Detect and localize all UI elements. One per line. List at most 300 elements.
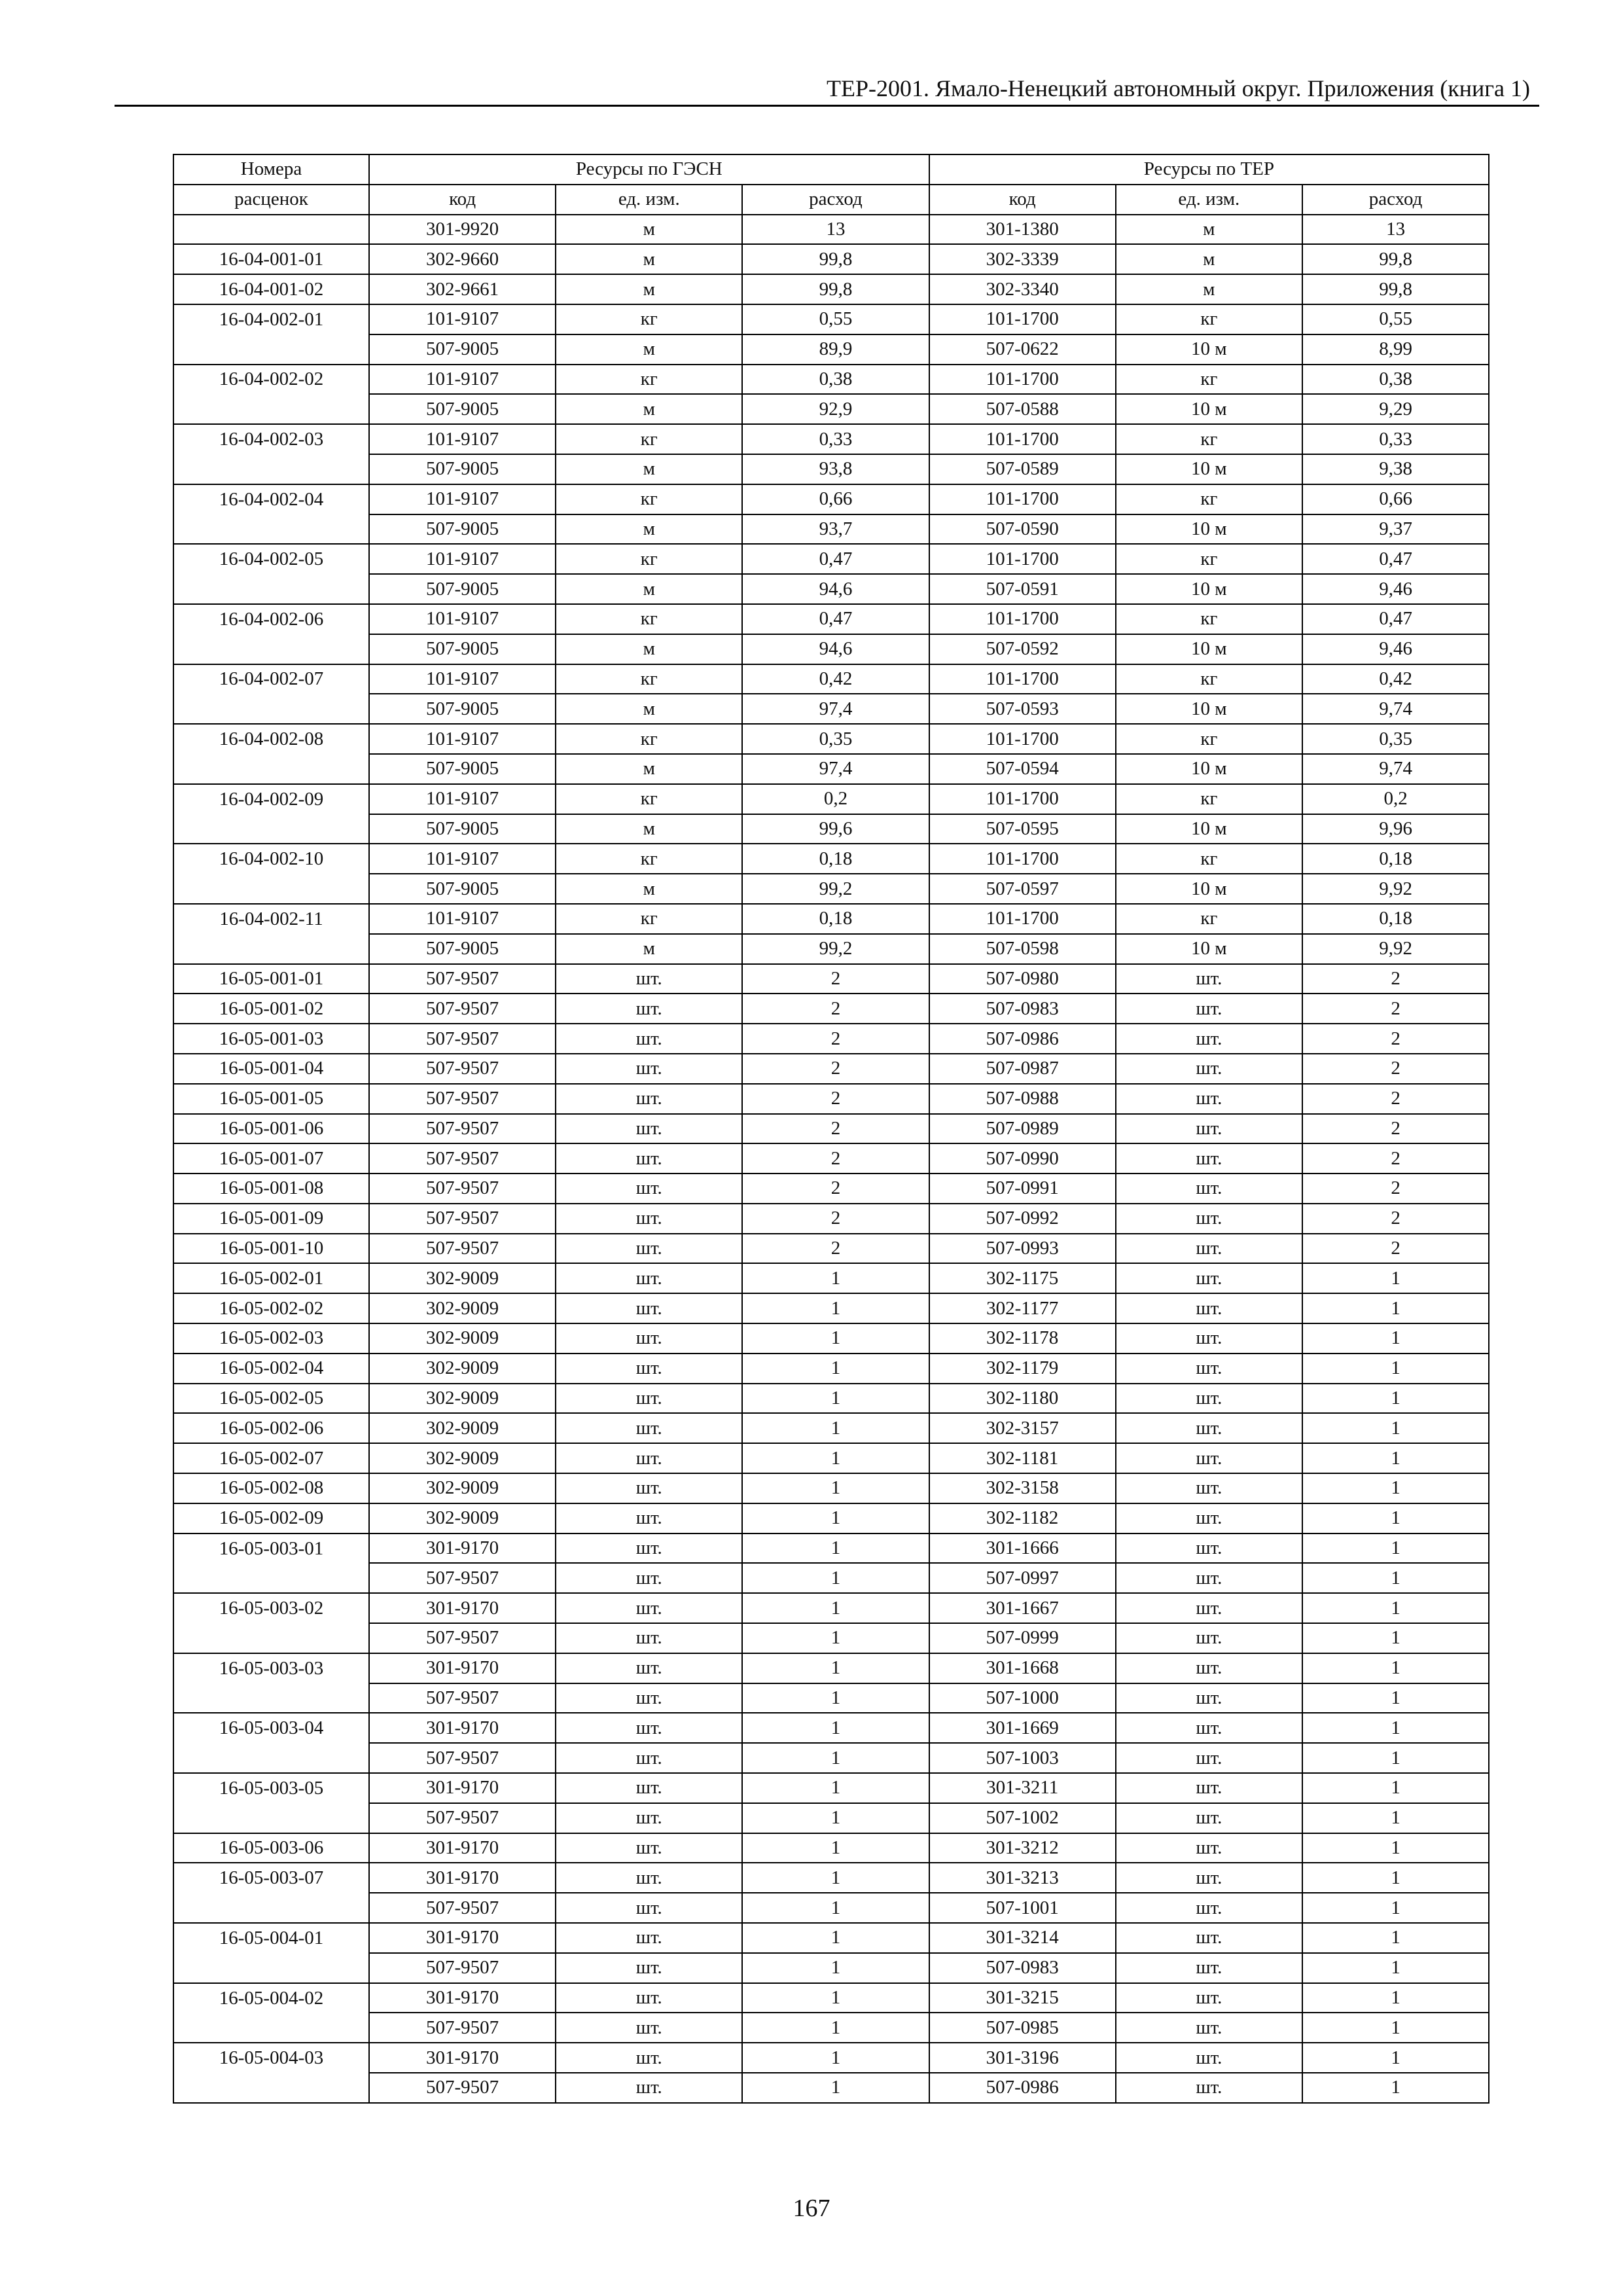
ter-code: 507-0991 — [929, 1174, 1116, 1204]
rate-number — [173, 1953, 369, 1983]
gesn-rate: 1 — [742, 1593, 929, 1623]
gesn-unit: м — [556, 694, 742, 724]
ter-unit: шт. — [1116, 1833, 1302, 1863]
ter-rate: 8,99 — [1302, 334, 1489, 365]
ter-code: 101-1700 — [929, 304, 1116, 334]
ter-unit: 10 м — [1116, 454, 1302, 484]
gesn-unit: кг — [556, 604, 742, 634]
ter-rate: 0,42 — [1302, 664, 1489, 694]
gesn-unit: м — [556, 334, 742, 365]
gesn-unit: шт. — [556, 1443, 742, 1473]
table-row — [173, 1323, 1489, 1354]
gesn-unit: м — [556, 574, 742, 604]
table-row — [173, 1143, 1489, 1174]
table-row — [173, 1623, 1489, 1653]
table-row — [173, 1953, 1489, 1983]
gesn-code: 507-9507 — [369, 1143, 556, 1174]
ter-rate: 1 — [1302, 1863, 1489, 1893]
ter-rate: 2 — [1302, 964, 1489, 994]
gesn-unit: шт. — [556, 1803, 742, 1833]
ter-code: 301-3214 — [929, 1923, 1116, 1953]
ter-rate: 1 — [1302, 1803, 1489, 1833]
ter-code: 507-0589 — [929, 454, 1116, 484]
rate-number — [173, 1623, 369, 1653]
header-rate-numbers: Номера — [173, 154, 369, 185]
table-row — [173, 1293, 1489, 1323]
gesn-rate: 0,38 — [742, 365, 929, 395]
ter-rate: 0,18 — [1302, 904, 1489, 934]
ter-code: 302-3158 — [929, 1473, 1116, 1503]
table-row — [173, 1773, 1489, 1803]
ter-rate: 9,46 — [1302, 574, 1489, 604]
table-row — [173, 814, 1489, 844]
gesn-code: 301-9920 — [369, 215, 556, 245]
gesn-rate: 1 — [742, 2013, 929, 2043]
ter-code: 507-0595 — [929, 814, 1116, 844]
table-row — [173, 1593, 1489, 1623]
gesn-code: 101-9107 — [369, 844, 556, 874]
table-row — [173, 1443, 1489, 1473]
header-ter-unit: ед. изм. — [1116, 185, 1302, 215]
ter-unit: шт. — [1116, 1263, 1302, 1293]
gesn-rate: 2 — [742, 1114, 929, 1144]
table-row — [173, 454, 1489, 484]
table-body — [173, 215, 1489, 2103]
ter-unit: 10 м — [1116, 874, 1302, 904]
rate-number — [173, 934, 369, 964]
ter-unit: кг — [1116, 664, 1302, 694]
gesn-code: 507-9507 — [369, 1743, 556, 1773]
gesn-unit: м — [556, 514, 742, 545]
ter-rate: 1 — [1302, 2013, 1489, 2043]
ter-unit: шт. — [1116, 1983, 1302, 2013]
ter-rate: 9,46 — [1302, 634, 1489, 664]
ter-rate: 13 — [1302, 215, 1489, 245]
ter-unit: кг — [1116, 424, 1302, 454]
rate-number: 16-05-003-04 — [173, 1713, 369, 1743]
ter-rate: 1 — [1302, 1293, 1489, 1323]
table-row — [173, 634, 1489, 664]
rate-number — [173, 574, 369, 604]
ter-unit: кг — [1116, 784, 1302, 814]
ter-unit: шт. — [1116, 964, 1302, 994]
ter-unit: шт. — [1116, 1204, 1302, 1234]
gesn-rate: 1 — [742, 1443, 929, 1473]
rate-number — [173, 215, 369, 245]
gesn-rate: 93,7 — [742, 514, 929, 545]
ter-rate: 1 — [1302, 2043, 1489, 2073]
gesn-unit: шт. — [556, 1923, 742, 1953]
ter-rate: 9,74 — [1302, 694, 1489, 724]
table-row — [173, 964, 1489, 994]
ter-rate: 2 — [1302, 1114, 1489, 1144]
table-row — [173, 1983, 1489, 2013]
table-row — [173, 2073, 1489, 2103]
rate-number — [173, 874, 369, 904]
rate-number: 16-05-001-02 — [173, 994, 369, 1024]
gesn-code: 507-9507 — [369, 1054, 556, 1084]
header-ter-resources: Ресурсы по ТЕР — [929, 154, 1489, 185]
ter-unit: 10 м — [1116, 574, 1302, 604]
ter-unit: шт. — [1116, 1234, 1302, 1264]
table-row — [173, 1174, 1489, 1204]
header-ter-code: код — [929, 185, 1116, 215]
ter-unit: кг — [1116, 904, 1302, 934]
gesn-code: 507-9005 — [369, 814, 556, 844]
ter-unit: 10 м — [1116, 634, 1302, 664]
gesn-rate: 0,42 — [742, 664, 929, 694]
ter-rate: 9,92 — [1302, 934, 1489, 964]
gesn-code: 101-9107 — [369, 424, 556, 454]
ter-rate: 1 — [1302, 1893, 1489, 1923]
rate-number: 16-05-003-05 — [173, 1773, 369, 1803]
ter-unit: шт. — [1116, 2043, 1302, 2073]
table-row — [173, 934, 1489, 964]
gesn-rate: 93,8 — [742, 454, 929, 484]
gesn-rate: 2 — [742, 964, 929, 994]
ter-unit: шт. — [1116, 1803, 1302, 1833]
gesn-unit: кг — [556, 544, 742, 574]
gesn-unit: кг — [556, 365, 742, 395]
header-rate-numbers-line2: расценок — [173, 185, 369, 215]
table-row — [173, 424, 1489, 454]
rate-number: 16-05-003-02 — [173, 1593, 369, 1623]
table-row — [173, 1503, 1489, 1534]
gesn-code: 507-9507 — [369, 1683, 556, 1713]
table-row — [173, 664, 1489, 694]
rate-number — [173, 454, 369, 484]
ter-rate: 1 — [1302, 1413, 1489, 1443]
ter-code: 301-1666 — [929, 1534, 1116, 1564]
ter-unit: шт. — [1116, 994, 1302, 1024]
ter-code: 507-1000 — [929, 1683, 1116, 1713]
gesn-rate: 0,55 — [742, 304, 929, 334]
ter-rate: 1 — [1302, 1923, 1489, 1953]
ter-unit: 10 м — [1116, 394, 1302, 424]
gesn-unit: шт. — [556, 1084, 742, 1114]
ter-rate: 1 — [1302, 1833, 1489, 1863]
gesn-unit: шт. — [556, 1143, 742, 1174]
rate-number: 16-05-002-05 — [173, 1384, 369, 1414]
gesn-rate: 99,2 — [742, 874, 929, 904]
ter-unit: шт. — [1116, 1923, 1302, 1953]
gesn-code: 302-9009 — [369, 1323, 556, 1354]
gesn-rate: 1 — [742, 1384, 929, 1414]
gesn-unit: шт. — [556, 1234, 742, 1264]
gesn-unit: шт. — [556, 1983, 742, 2013]
header-row-columns — [173, 185, 1489, 215]
ter-code: 302-3340 — [929, 274, 1116, 304]
ter-rate: 2 — [1302, 1143, 1489, 1174]
rate-number — [173, 2013, 369, 2043]
table-row — [173, 754, 1489, 784]
ter-code: 302-1182 — [929, 1503, 1116, 1534]
ter-code: 507-0999 — [929, 1623, 1116, 1653]
ter-rate: 1 — [1302, 1384, 1489, 1414]
table-row — [173, 604, 1489, 634]
ter-rate: 0,2 — [1302, 784, 1489, 814]
table-row — [173, 1413, 1489, 1443]
ter-unit: м — [1116, 215, 1302, 245]
ter-code: 507-0992 — [929, 1204, 1116, 1234]
ter-unit: шт. — [1116, 1443, 1302, 1473]
ter-code: 302-1180 — [929, 1384, 1116, 1414]
gesn-unit: шт. — [556, 1623, 742, 1653]
ter-rate: 2 — [1302, 1234, 1489, 1264]
ter-code: 302-1175 — [929, 1263, 1116, 1293]
table-row — [173, 574, 1489, 604]
gesn-code: 301-9170 — [369, 1534, 556, 1564]
ter-rate: 9,92 — [1302, 874, 1489, 904]
rate-number: 16-04-002-08 — [173, 724, 369, 754]
rate-number: 16-05-001-08 — [173, 1174, 369, 1204]
gesn-code: 101-9107 — [369, 664, 556, 694]
gesn-unit: кг — [556, 844, 742, 874]
gesn-unit: кг — [556, 304, 742, 334]
gesn-rate: 1 — [742, 1563, 929, 1593]
gesn-rate: 1 — [742, 1983, 929, 2013]
table-row — [173, 724, 1489, 754]
ter-rate: 1 — [1302, 1263, 1489, 1293]
gesn-unit: шт. — [556, 994, 742, 1024]
ter-rate: 2 — [1302, 1084, 1489, 1114]
rate-number: 16-05-003-03 — [173, 1653, 369, 1683]
gesn-rate: 2 — [742, 1054, 929, 1084]
ter-code: 507-1003 — [929, 1743, 1116, 1773]
gesn-code: 507-9507 — [369, 1893, 556, 1923]
gesn-unit: шт. — [556, 1503, 742, 1534]
ter-unit: кг — [1116, 304, 1302, 334]
table-row — [173, 2043, 1489, 2073]
header-gesn-code: код — [369, 185, 556, 215]
gesn-rate: 2 — [742, 1234, 929, 1264]
gesn-unit: кг — [556, 904, 742, 934]
gesn-rate: 2 — [742, 1024, 929, 1054]
gesn-code: 302-9660 — [369, 244, 556, 274]
gesn-code: 101-9107 — [369, 544, 556, 574]
ter-unit: шт. — [1116, 1563, 1302, 1593]
ter-rate: 0,47 — [1302, 604, 1489, 634]
gesn-unit: шт. — [556, 1773, 742, 1803]
gesn-unit: шт. — [556, 1024, 742, 1054]
table-row — [173, 514, 1489, 545]
gesn-unit: кг — [556, 484, 742, 514]
ter-unit: шт. — [1116, 1773, 1302, 1803]
ter-rate: 1 — [1302, 1473, 1489, 1503]
ter-unit: 10 м — [1116, 334, 1302, 365]
rate-number: 16-04-002-09 — [173, 784, 369, 814]
gesn-code: 507-9507 — [369, 1174, 556, 1204]
ter-code: 101-1700 — [929, 484, 1116, 514]
rate-number: 16-05-004-01 — [173, 1923, 369, 1953]
gesn-code: 101-9107 — [369, 365, 556, 395]
gesn-rate: 0,18 — [742, 844, 929, 874]
rate-number — [173, 814, 369, 844]
gesn-rate: 1 — [742, 1473, 929, 1503]
rate-number — [173, 634, 369, 664]
ter-rate: 1 — [1302, 1773, 1489, 1803]
ter-unit: шт. — [1116, 1413, 1302, 1443]
gesn-code: 507-9005 — [369, 634, 556, 664]
gesn-unit: м — [556, 814, 742, 844]
gesn-code: 507-9005 — [369, 514, 556, 545]
gesn-rate: 1 — [742, 1293, 929, 1323]
gesn-unit: шт. — [556, 1653, 742, 1683]
ter-unit: шт. — [1116, 1713, 1302, 1743]
gesn-unit: шт. — [556, 1174, 742, 1204]
gesn-code: 302-9009 — [369, 1413, 556, 1443]
gesn-rate: 2 — [742, 994, 929, 1024]
gesn-code: 507-9005 — [369, 874, 556, 904]
gesn-code: 507-9005 — [369, 694, 556, 724]
gesn-code: 507-9507 — [369, 1803, 556, 1833]
gesn-rate: 2 — [742, 1084, 929, 1114]
rate-number — [173, 2073, 369, 2103]
ter-code: 101-1700 — [929, 544, 1116, 574]
gesn-code: 301-9170 — [369, 1863, 556, 1893]
rate-number: 16-05-002-02 — [173, 1293, 369, 1323]
rate-number: 16-05-002-04 — [173, 1354, 369, 1384]
gesn-unit: шт. — [556, 1293, 742, 1323]
gesn-rate: 0,66 — [742, 484, 929, 514]
rate-number: 16-04-002-10 — [173, 844, 369, 874]
gesn-unit: шт. — [556, 1743, 742, 1773]
ter-unit: кг — [1116, 604, 1302, 634]
gesn-code: 507-9507 — [369, 2073, 556, 2103]
ter-rate: 1 — [1302, 1503, 1489, 1534]
ter-rate: 1 — [1302, 1593, 1489, 1623]
ter-code: 507-1002 — [929, 1803, 1116, 1833]
ter-unit: шт. — [1116, 1114, 1302, 1144]
rate-number: 16-05-001-05 — [173, 1084, 369, 1114]
running-title: ТЕР-2001. Ямало-Ненецкий автономный округ. Приложения (книга 1) — [827, 75, 1530, 101]
ter-unit: кг — [1116, 724, 1302, 754]
table-row — [173, 2013, 1489, 2043]
gesn-code: 101-9107 — [369, 604, 556, 634]
rate-number: 16-05-001-04 — [173, 1054, 369, 1084]
rate-number: 16-04-002-07 — [173, 664, 369, 694]
header-gesn-rate: расход — [742, 185, 929, 215]
gesn-code: 507-9507 — [369, 964, 556, 994]
gesn-unit: кг — [556, 784, 742, 814]
gesn-rate: 0,47 — [742, 604, 929, 634]
gesn-code: 101-9107 — [369, 904, 556, 934]
gesn-unit: м — [556, 244, 742, 274]
table-row — [173, 1743, 1489, 1773]
table-row — [173, 1054, 1489, 1084]
ter-code: 302-1178 — [929, 1323, 1116, 1354]
gesn-unit: шт. — [556, 964, 742, 994]
ter-code: 507-0588 — [929, 394, 1116, 424]
running-header — [115, 73, 1539, 107]
table-row — [173, 365, 1489, 395]
rate-number: 16-05-003-01 — [173, 1534, 369, 1564]
rate-number: 16-05-001-06 — [173, 1114, 369, 1144]
table-row — [173, 484, 1489, 514]
gesn-rate: 1 — [742, 1803, 929, 1833]
ter-unit: шт. — [1116, 1503, 1302, 1534]
ter-rate: 0,66 — [1302, 484, 1489, 514]
gesn-rate: 1 — [742, 2073, 929, 2103]
ter-code: 302-3339 — [929, 244, 1116, 274]
table-row — [173, 215, 1489, 245]
rate-number: 16-05-002-06 — [173, 1413, 369, 1443]
gesn-unit: шт. — [556, 1683, 742, 1713]
ter-code: 507-0983 — [929, 1953, 1116, 1983]
ter-unit: кг — [1116, 484, 1302, 514]
ter-code: 507-0985 — [929, 2013, 1116, 2043]
ter-code: 301-3215 — [929, 1983, 1116, 2013]
ter-unit: шт. — [1116, 1623, 1302, 1653]
ter-unit: 10 м — [1116, 934, 1302, 964]
ter-code: 507-0993 — [929, 1234, 1116, 1264]
gesn-rate: 1 — [742, 1683, 929, 1713]
gesn-code: 101-9107 — [369, 724, 556, 754]
ter-code: 507-0986 — [929, 2073, 1116, 2103]
table-row — [173, 874, 1489, 904]
gesn-unit: шт. — [556, 1354, 742, 1384]
gesn-unit: шт. — [556, 1204, 742, 1234]
rate-number — [173, 394, 369, 424]
gesn-code: 301-9170 — [369, 1593, 556, 1623]
table-row — [173, 1263, 1489, 1293]
table-row — [173, 1354, 1489, 1384]
rate-number: 16-05-002-03 — [173, 1323, 369, 1354]
header-ter-rate: расход — [1302, 185, 1489, 215]
gesn-code: 507-9005 — [369, 454, 556, 484]
gesn-rate: 89,9 — [742, 334, 929, 365]
gesn-code: 507-9507 — [369, 1234, 556, 1264]
ter-unit: шт. — [1116, 1893, 1302, 1923]
gesn-rate: 92,9 — [742, 394, 929, 424]
header-row-groups — [173, 154, 1489, 185]
gesn-code: 302-9009 — [369, 1443, 556, 1473]
rate-number: 16-05-002-08 — [173, 1473, 369, 1503]
gesn-unit: кг — [556, 424, 742, 454]
gesn-rate: 1 — [742, 1833, 929, 1863]
gesn-unit: м — [556, 454, 742, 484]
ter-unit: шт. — [1116, 1323, 1302, 1354]
ter-rate: 1 — [1302, 1713, 1489, 1743]
gesn-code: 301-9170 — [369, 1983, 556, 2013]
table-row — [173, 274, 1489, 304]
table-row — [173, 1803, 1489, 1833]
gesn-unit: кг — [556, 664, 742, 694]
ter-code: 301-1669 — [929, 1713, 1116, 1743]
table-row — [173, 244, 1489, 274]
gesn-code: 301-9170 — [369, 1653, 556, 1683]
ter-code: 507-0598 — [929, 934, 1116, 964]
gesn-code: 302-9009 — [369, 1473, 556, 1503]
gesn-rate: 2 — [742, 1143, 929, 1174]
gesn-code: 302-9661 — [369, 274, 556, 304]
gesn-code: 507-9005 — [369, 394, 556, 424]
ter-rate: 9,74 — [1302, 754, 1489, 784]
ter-code: 507-0590 — [929, 514, 1116, 545]
ter-code: 101-1700 — [929, 424, 1116, 454]
gesn-code: 101-9107 — [369, 304, 556, 334]
table-row — [173, 1384, 1489, 1414]
gesn-unit: м — [556, 634, 742, 664]
ter-unit: шт. — [1116, 2013, 1302, 2043]
ter-rate: 0,47 — [1302, 544, 1489, 574]
ter-code: 507-0980 — [929, 964, 1116, 994]
ter-unit: шт. — [1116, 1143, 1302, 1174]
gesn-rate: 94,6 — [742, 634, 929, 664]
gesn-rate: 0,2 — [742, 784, 929, 814]
gesn-unit: шт. — [556, 1413, 742, 1443]
ter-unit: м — [1116, 274, 1302, 304]
